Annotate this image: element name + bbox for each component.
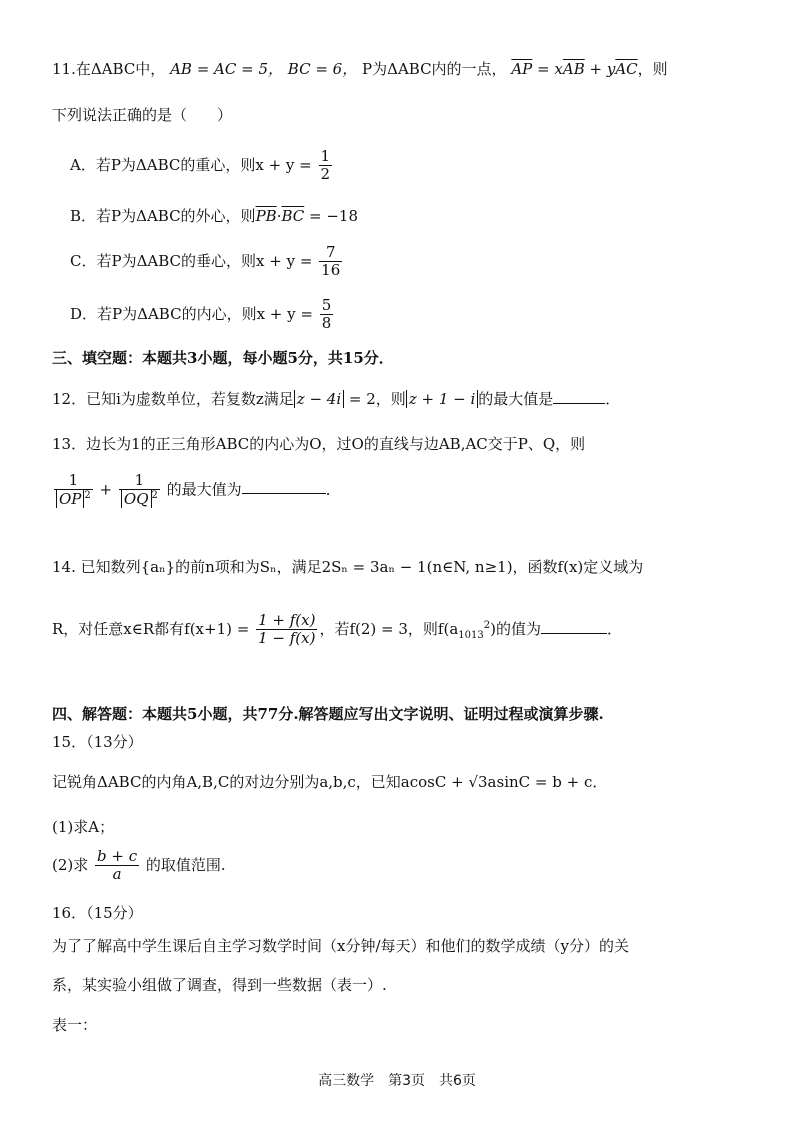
frac-num: 1	[320, 147, 331, 165]
q11-p-point: P为ΔABC内的一点，	[362, 60, 507, 78]
option-a-text: A．若P为ΔABC的重心，则x + y =	[70, 155, 317, 174]
q11-option-d	[70, 297, 754, 333]
q13-ask: 的最大值为	[166, 480, 242, 499]
vector-bc: $\overline{BC}$	[281, 207, 305, 225]
section-3-heading: 三、填空题：本题共3小题，每小题5分，共15分．	[52, 349, 394, 367]
vector-ap: $\overline{AP}$	[511, 60, 533, 78]
option-a-fraction	[319, 148, 333, 184]
page-footer: 高三数学 第3页 共6页	[318, 1073, 476, 1089]
q15-part2-text: (2)求	[52, 855, 89, 874]
q14-superscript: 2	[483, 619, 491, 631]
option-c-text: C．若P为ΔABC的垂心，则x + y =	[70, 251, 318, 270]
dot-product: ·	[276, 207, 282, 225]
vector-pb: $\overline{PB}$	[255, 207, 277, 225]
q16-line2: 系，某实验小组做了调查，得到一些数据（表一）.	[52, 976, 387, 994]
q13-fraction-op	[54, 472, 93, 509]
q16-line1: 为了了解高中学生课后自主学习数学时间（x分钟/每天）和他们的数学成绩（y分）的关	[52, 937, 629, 955]
frac-num: b + c	[97, 847, 138, 865]
q14-subscript: 1013	[458, 629, 484, 641]
q15-part2-end: 的取值范围.	[145, 855, 226, 874]
q12-abs1: z − 4i	[294, 390, 344, 408]
frac-den: 2	[320, 165, 331, 184]
q14-cond: ，若f(2) = 3，则f(a	[319, 619, 459, 638]
option-b-value: = −18	[304, 207, 359, 225]
frac-num: 1	[54, 472, 93, 490]
q11-text: 11.在ΔABC中，	[52, 60, 166, 78]
vector-ac: $\overline{AC}$	[615, 60, 638, 78]
square: 2	[84, 490, 91, 502]
q15-part1: (1)求A；	[52, 818, 115, 836]
q11-ab-ac: AB = AC = 5，	[170, 60, 284, 78]
frac-num: 1 + f(x)	[258, 611, 316, 629]
square: 2	[151, 490, 158, 502]
q11-eq: = x	[532, 60, 563, 78]
frac-den	[54, 490, 93, 508]
q11-option-b	[70, 205, 754, 226]
frac-den	[119, 490, 160, 508]
q14-end: ．	[606, 619, 622, 638]
abs-op: OP	[56, 490, 84, 508]
q11-option-c	[70, 244, 754, 280]
q12-abs2: z + 1 − i	[406, 390, 478, 408]
q13-end: ．	[325, 480, 341, 499]
q16-heading: 16．（15分）	[52, 904, 143, 922]
frac-den: 16	[321, 261, 341, 280]
q14-line2	[52, 612, 754, 648]
option-d-fraction	[320, 297, 334, 333]
q14-line1: 14. 已知数列{aₙ}的前n项和为Sₙ，满足2Sₙ = 3aₙ − 1(n∈N, n≥1)，函数f(x)定义域为	[52, 558, 644, 576]
q11-bc: BC = 6，	[287, 60, 358, 78]
vector-ab: $\overline{AB}$	[562, 60, 585, 78]
frac-den: 1 − f(x)	[258, 629, 316, 648]
q14-answer-blank[interactable]	[541, 633, 607, 634]
q11-then: ，则	[637, 60, 668, 78]
q12-ask: 的最大值是	[478, 390, 554, 408]
frac-num: 1	[119, 472, 160, 490]
option-d-text: D．若P为ΔABC的内心，则x + y =	[70, 304, 318, 323]
frac-num: 7	[319, 244, 342, 262]
frac-num: 5	[321, 296, 332, 314]
option-b-text: B．若P为ΔABC的外心，则	[70, 207, 256, 225]
q11-option-a	[70, 148, 754, 184]
q15-fraction	[95, 848, 139, 884]
q11-plus: + y	[584, 60, 616, 78]
q12	[52, 388, 754, 409]
option-c-fraction	[319, 244, 342, 280]
q15-heading: 15．（13分）	[52, 733, 143, 751]
q12-answer-blank[interactable]	[553, 403, 605, 404]
q15-part2	[52, 848, 754, 884]
q14-fraction	[256, 612, 317, 648]
q16-table-label: 表一：	[52, 1016, 98, 1034]
frac-den: a	[112, 865, 122, 884]
q14-text: R，对任意x∈R都有f(x+1) =	[52, 619, 255, 638]
section-4-heading: 四、解答题：本题共5小题，共77分.解答题应写出文字说明、证明过程或演算步骤.	[52, 705, 604, 723]
plus-sign: +	[99, 480, 113, 499]
q11-stem-line2: 下列说法正确的是（ ）	[52, 106, 233, 124]
q13-line1: 13．边长为1的正三角形ABC的内心为O，过O的直线与边AB,AC交于P、Q，则	[52, 435, 586, 453]
q15-line1: 记锐角ΔABC的内角A,B,C的对边分别为a,b,c，已知acosC + √3asinC = b + c．	[52, 773, 608, 791]
q12-end: ．	[605, 390, 621, 408]
q12-eq: = 2，则	[344, 390, 406, 408]
q13-fraction-oq	[119, 472, 160, 509]
q13-line2	[52, 472, 754, 509]
abs-oq: OQ	[121, 490, 152, 508]
q14-ask: )的值为	[490, 619, 541, 638]
q12-text: 12．已知i为虚数单位，若复数z满足	[52, 390, 294, 408]
q11-stem-line1	[52, 58, 754, 79]
frac-den: 8	[321, 314, 332, 333]
q13-answer-blank[interactable]	[242, 493, 326, 494]
